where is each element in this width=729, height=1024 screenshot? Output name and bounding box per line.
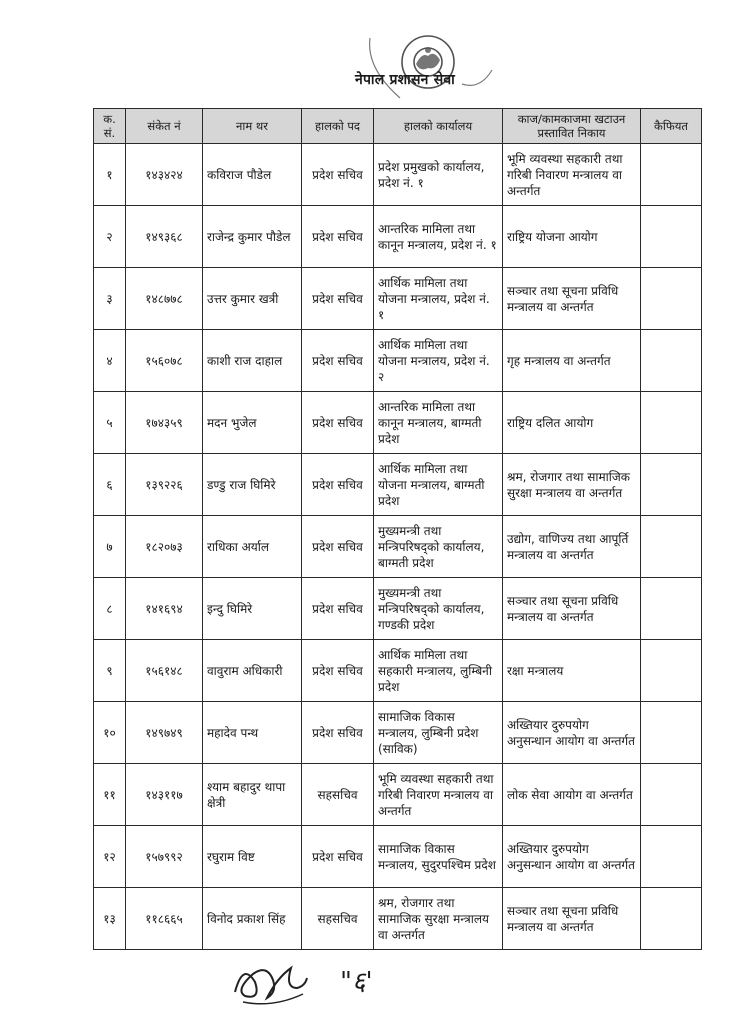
- cell-post: प्रदेश सचिव: [302, 516, 374, 578]
- cell-code: १४८७७८: [126, 268, 203, 330]
- cell-sn: १०: [94, 702, 126, 764]
- cell-proposed: सञ्चार तथा सूचना प्रविधि मन्त्रालय वा अन्तर्गत: [503, 578, 641, 640]
- official-seal-icon: [350, 28, 510, 108]
- col-header-proposed: काज/कामकाजमा खटाउन प्रस्तावित निकाय: [503, 109, 641, 144]
- cell-code: १४९३६८: [126, 206, 203, 268]
- cell-code: १५७९९२: [126, 826, 203, 888]
- table-row: [94, 144, 702, 206]
- cell-code: १४३४२४: [126, 144, 203, 206]
- cell-remarks: [641, 640, 702, 702]
- cell-proposed: राष्ट्रिय योजना आयोग: [503, 206, 641, 268]
- cell-sn: ९: [94, 640, 126, 702]
- cell-name: उत्तर कुमार खत्री: [203, 268, 302, 330]
- cell-office: सामाजिक विकास मन्त्रालय, लुम्बिनी प्रदेश (साविक): [374, 702, 503, 764]
- cell-post: प्रदेश सचिव: [302, 826, 374, 888]
- cell-remarks: [641, 330, 702, 392]
- cell-post: प्रदेश सचिव: [302, 144, 374, 206]
- cell-post: प्रदेश सचिव: [302, 206, 374, 268]
- cell-post: प्रदेश सचिव: [302, 392, 374, 454]
- cell-sn: ५: [94, 392, 126, 454]
- cell-sn: ८: [94, 578, 126, 640]
- cell-proposed: सञ्चार तथा सूचना प्रविधि मन्त्रालय वा अन्तर्गत: [503, 888, 641, 950]
- cell-code: १४१६९४: [126, 578, 203, 640]
- cell-sn: २: [94, 206, 126, 268]
- table-header-row: [94, 109, 702, 144]
- cell-code: १५६१४८: [126, 640, 203, 702]
- table-row: [94, 640, 702, 702]
- table-row: [94, 206, 702, 268]
- cell-name: विनोद प्रकाश सिंह: [203, 888, 302, 950]
- cell-sn: १३: [94, 888, 126, 950]
- cell-post: प्रदेश सचिव: [302, 640, 374, 702]
- cell-post: प्रदेश सचिव: [302, 578, 374, 640]
- cell-remarks: [641, 206, 702, 268]
- page-footer: [0, 952, 729, 1024]
- cell-name: कविराज पौडेल: [203, 144, 302, 206]
- cell-remarks: [641, 764, 702, 826]
- cell-remarks: [641, 516, 702, 578]
- cell-proposed: श्रम, रोजगार तथा सामाजिक सुरक्षा मन्त्रालय वा अन्तर्गत: [503, 454, 641, 516]
- cell-code: ११८६६५: [126, 888, 203, 950]
- cell-sn: ११: [94, 764, 126, 826]
- cell-sn: ३: [94, 268, 126, 330]
- cell-office: मुख्यमन्त्री तथा मन्त्रिपरिषद्को कार्यालय, गण्डकी प्रदेश: [374, 578, 503, 640]
- col-header-sn: क. सं.: [94, 109, 126, 144]
- cell-proposed: भूमि व्यवस्था सहकारी तथा गरिबी निवारण मन्त्रालय वा अन्तर्गत: [503, 144, 641, 206]
- cell-post: प्रदेश सचिव: [302, 702, 374, 764]
- cell-post: प्रदेश सचिव: [302, 454, 374, 516]
- cell-office: प्रदेश प्रमुखको कार्यालय, प्रदेश नं. १: [374, 144, 503, 206]
- cell-name: इन्दु घिमिरे: [203, 578, 302, 640]
- table-row: [94, 888, 702, 950]
- cell-name: राजेन्द्र कुमार पौडेल: [203, 206, 302, 268]
- cell-office: मुख्यमन्त्री तथा मन्त्रिपरिषद्को कार्यालय, बाग्मती प्रदेश: [374, 516, 503, 578]
- cell-name: काशी राज दाहाल: [203, 330, 302, 392]
- cell-code: १७४३५९: [126, 392, 203, 454]
- cell-office: आर्थिक मामिला तथा सहकारी मन्त्रालय, लुम्बिनी प्रदेश: [374, 640, 503, 702]
- cell-sn: १: [94, 144, 126, 206]
- table-row: [94, 516, 702, 578]
- cell-sn: ७: [94, 516, 126, 578]
- cell-remarks: [641, 268, 702, 330]
- cell-name: महादेव पन्थ: [203, 702, 302, 764]
- cell-proposed: अख्तियार दुरुपयोग अनुसन्धान आयोग वा अन्तर्गत: [503, 702, 641, 764]
- cell-office: भूमि व्यवस्था सहकारी तथा गरिबी निवारण मन्त्रालय वा अन्तर्गत: [374, 764, 503, 826]
- cell-code: १५६०७८: [126, 330, 203, 392]
- cell-code: १४३११७: [126, 764, 203, 826]
- table-row: [94, 826, 702, 888]
- cell-sn: ४: [94, 330, 126, 392]
- cell-sn: १२: [94, 826, 126, 888]
- cell-name: डण्डु राज घिमिरे: [203, 454, 302, 516]
- cell-proposed: रक्षा मन्त्रालय: [503, 640, 641, 702]
- cell-sn: ६: [94, 454, 126, 516]
- table-row: [94, 392, 702, 454]
- cell-office: सामाजिक विकास मन्त्रालय, सुदुरपश्चिम प्रदेश: [374, 826, 503, 888]
- cell-remarks: [641, 144, 702, 206]
- table-row: [94, 268, 702, 330]
- cell-post: प्रदेश सचिव: [302, 330, 374, 392]
- cell-remarks: [641, 392, 702, 454]
- cell-office: आर्थिक मामिला तथा योजना मन्त्रालय, बाग्मती प्रदेश: [374, 454, 503, 516]
- table-row: [94, 764, 702, 826]
- cell-proposed: उद्योग, वाणिज्य तथा आपूर्ति मन्त्रालय वा अन्तर्गत: [503, 516, 641, 578]
- cell-office: आन्तरिक मामिला तथा कानून मन्त्रालय, बाग्मती प्रदेश: [374, 392, 503, 454]
- cell-name: श्याम बहादुर थापा क्षेत्री: [203, 764, 302, 826]
- cell-proposed: राष्ट्रिय दलित आयोग: [503, 392, 641, 454]
- cell-name: वावुराम अधिकारी: [203, 640, 302, 702]
- col-header-office: हालको कार्यालय: [374, 109, 503, 144]
- cell-name: राधिका अर्याल: [203, 516, 302, 578]
- cell-code: १४९७४९: [126, 702, 203, 764]
- table-row: [94, 702, 702, 764]
- table-row: [94, 454, 702, 516]
- cell-post: सहसचिव: [302, 764, 374, 826]
- cell-name: रघुराम विष्ट: [203, 826, 302, 888]
- table-row: [94, 578, 702, 640]
- page-number: "६': [340, 967, 373, 997]
- cell-post: प्रदेश सचिव: [302, 268, 374, 330]
- cell-remarks: [641, 888, 702, 950]
- cell-proposed: गृह मन्त्रालय वा अन्तर्गत: [503, 330, 641, 392]
- service-title: नेपाल प्रशासन सेवा: [354, 72, 455, 88]
- cell-post: सहसचिव: [302, 888, 374, 950]
- transfer-table: [93, 108, 702, 950]
- cell-remarks: [641, 702, 702, 764]
- table-row: [94, 330, 702, 392]
- col-header-name: नाम थर: [203, 109, 302, 144]
- col-header-remarks: कैफियत: [641, 109, 702, 144]
- cell-office: आन्तरिक मामिला तथा कानून मन्त्रालय, प्रदेश नं. १: [374, 206, 503, 268]
- cell-office: श्रम, रोजगार तथा सामाजिक सुरक्षा मन्त्रालय वा अन्तर्गत: [374, 888, 503, 950]
- cell-remarks: [641, 578, 702, 640]
- cell-remarks: [641, 454, 702, 516]
- cell-code: १३९२२६: [126, 454, 203, 516]
- col-header-code: संकेत नं: [126, 109, 203, 144]
- cell-proposed: अख्तियार दुरुपयोग अनुसन्धान आयोग वा अन्तर्गत: [503, 826, 641, 888]
- signature-icon: [225, 952, 325, 1012]
- cell-proposed: लोक सेवा आयोग वा अन्तर्गत: [503, 764, 641, 826]
- cell-office: आर्थिक मामिला तथा योजना मन्त्रालय, प्रदेश नं. २: [374, 330, 503, 392]
- page-header: [0, 0, 729, 108]
- cell-office: आर्थिक मामिला तथा योजना मन्त्रालय, प्रदेश नं. १: [374, 268, 503, 330]
- cell-name: मदन भुजेल: [203, 392, 302, 454]
- cell-remarks: [641, 826, 702, 888]
- cell-code: १८२०७३: [126, 516, 203, 578]
- cell-proposed: सञ्चार तथा सूचना प्रविधि मन्त्रालय वा अन्तर्गत: [503, 268, 641, 330]
- col-header-post: हालको पद: [302, 109, 374, 144]
